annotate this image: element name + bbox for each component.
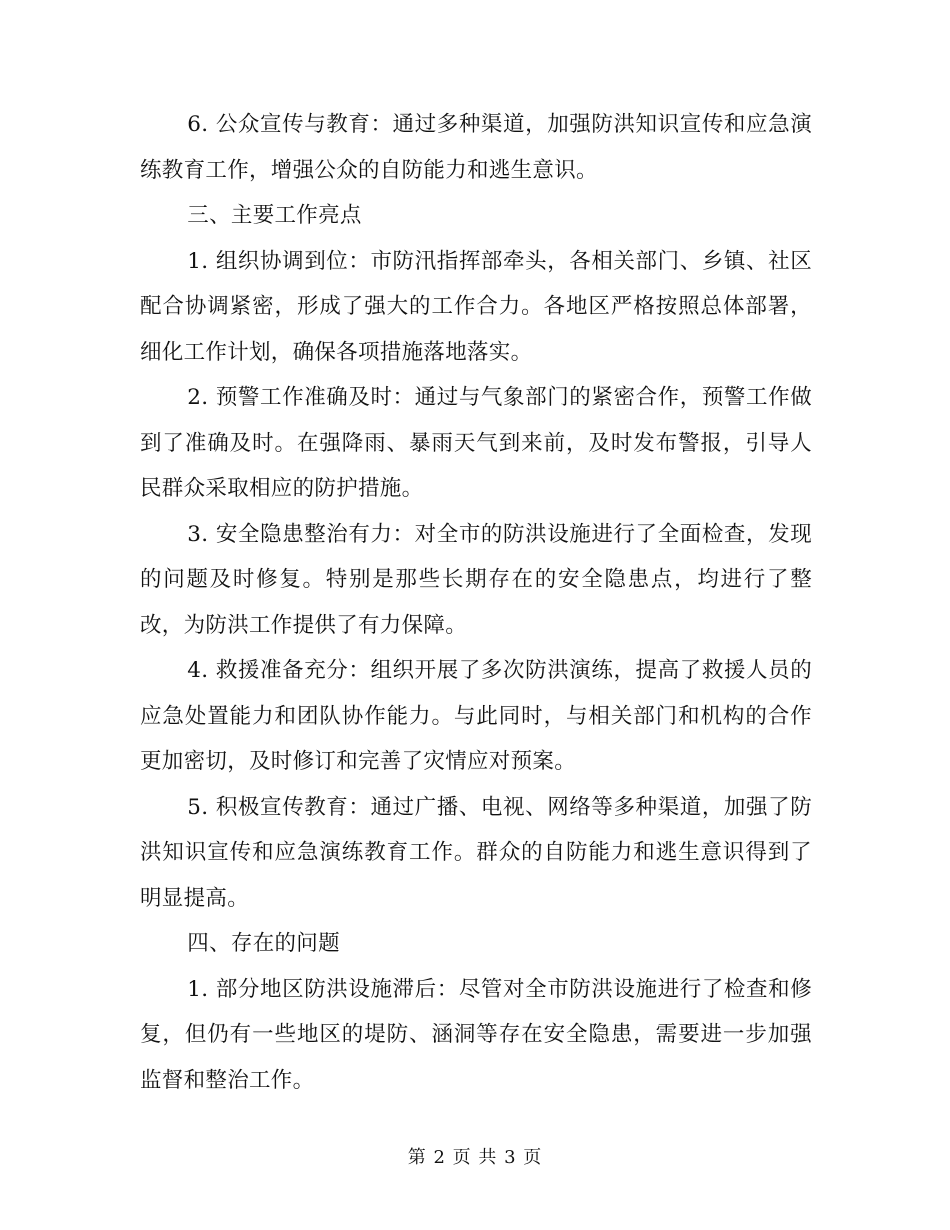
- page-number-text: 第 2 页 共 3 页: [407, 1147, 543, 1168]
- paragraph-coordination: 1. 组织协调到位：市防汛指挥部牵头，各相关部门、乡镇、社区配合协调紧密，形成了强大的工作合力。各地区严格按照总体部署，细化工作计划，确保各项措施落地落实。: [140, 248, 812, 365]
- paragraph-hazard-remediation: 3. 安全隐患整治有力：对全市的防洪设施进行了全面检查，发现的问题及时修复。特别是那些长期存在的安全隐患点，均进行了整改，为防洪工作提供了有力保障。: [140, 521, 812, 638]
- page-number-footer: [0, 1146, 950, 1170]
- paragraph-early-warning: 2. 预警工作准确及时：通过与气象部门的紧密合作，预警工作做到了准确及时。在强降雨、暴雨天气到来前，及时发布警报，引导人民群众采取相应的防护措施。: [140, 385, 812, 501]
- paragraph-public-education: 6. 公众宣传与教育：通过多种渠道，加强防洪知识宣传和应急演练教育工作，增强公众的自防能力和逃生意识。: [140, 112, 812, 183]
- paragraph-publicity-education: 5. 积极宣传教育：通过广播、电视、网络等多种渠道，加强了防洪知识宣传和应急演练教育工作。群众的自防能力和逃生意识得到了明显提高。: [140, 794, 812, 911]
- section-heading-problems: 四、存在的问题: [187, 931, 340, 956]
- paragraph-lagging-facilities: 1. 部分地区防洪设施滞后：尽管对全市防洪设施进行了检查和修复，但仍有一些地区的堤防、涵洞等存在安全隐患，需要进一步加强监督和整治工作。: [140, 976, 812, 1093]
- paragraph-rescue-preparation: 4. 救援准备充分：组织开展了多次防洪演练，提高了救援人员的应急处置能力和团队协作能力。与此同时，与相关部门和机构的合作更加密切，及时修订和完善了灾情应对预案。: [140, 658, 812, 774]
- document-body: [140, 102, 812, 1103]
- section-heading-highlights: 三、主要工作亮点: [187, 203, 362, 228]
